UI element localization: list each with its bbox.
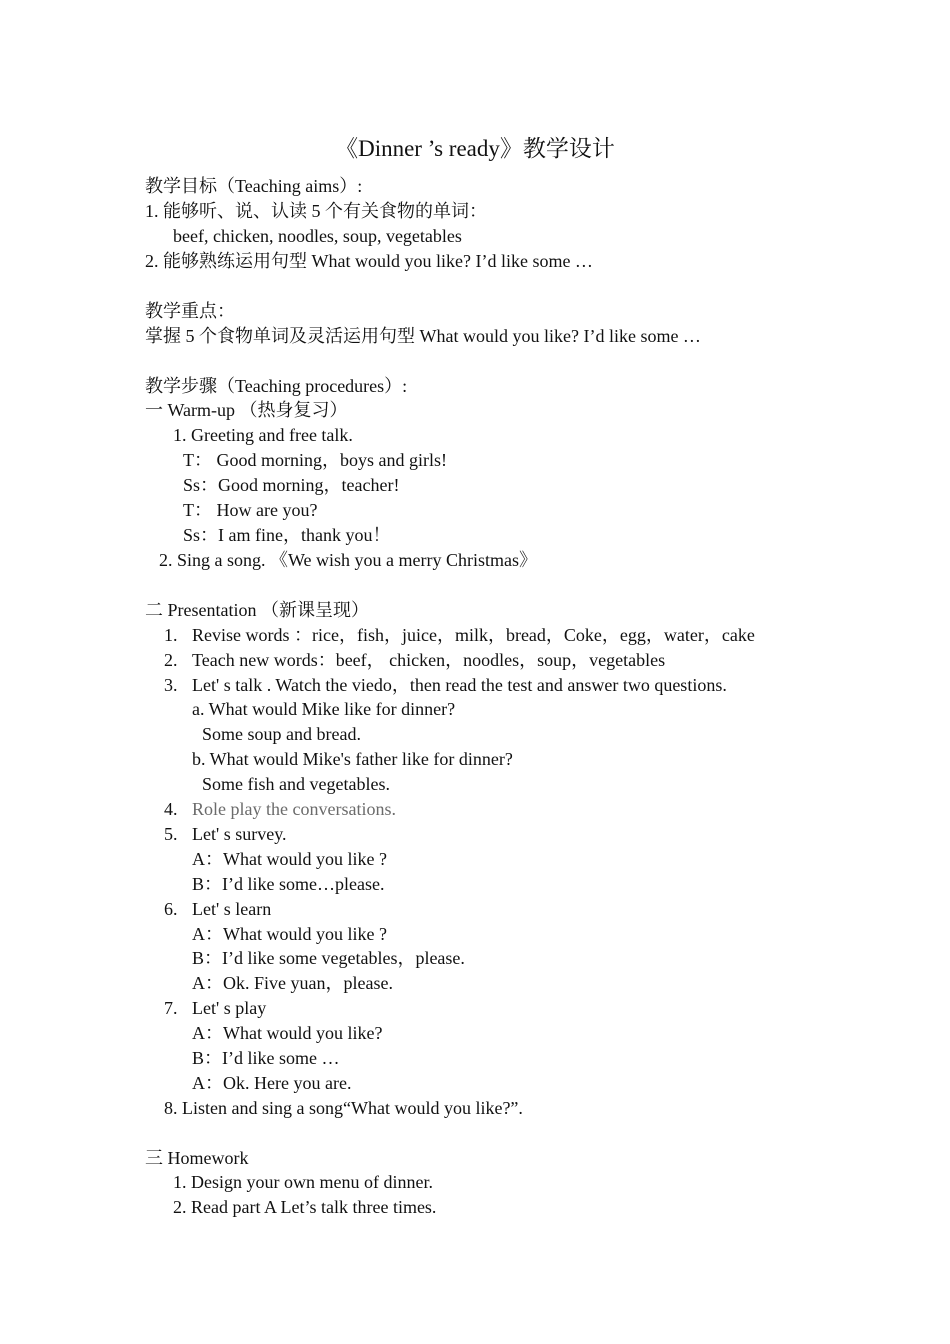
list-number: 2. [164,650,178,670]
aims-heading: 教学目标（Teaching aims）: [145,176,363,196]
list-item [164,673,727,698]
list-text: Teach new words：beef， chicken，noodles，soup，vegetables [192,650,666,670]
question-a: a. What would Mike like for dinner? [192,699,456,719]
list-item [164,648,665,673]
list-item [164,623,755,648]
list-number: 4. [164,799,178,819]
list-text: Revise words ：rice，fish，juice，milk，bread，Coke，egg，water，cake [192,625,755,645]
aims-item-2: 2. 能够熟练运用句型 What would you like? I’d like some … [145,251,593,271]
list-number: 6. [164,899,178,919]
dialogue-line: Ss：I am fine，thank you！ [183,525,391,545]
dialogue-line: B：I’d like some…please. [192,874,385,894]
presentation-heading: 二 Presentation （新课呈现） [145,600,369,620]
homework-heading: 三 Homework [145,1148,249,1168]
aims-words: beef, chicken, noodles, soup, vegetables [173,226,462,246]
dialogue-line: A：What would you like ? [192,924,387,944]
dialogue-line: T： Good morning，boys and girls! [183,450,447,470]
list-item [164,897,271,922]
list-item [164,822,287,847]
dialogue-line: A：What would you like ? [192,849,387,869]
homework-item-1: 1. Design your own menu of dinner. [173,1172,433,1192]
list-number: 3. [164,675,178,695]
dialogue-line: A：Ok. Five yuan，please. [192,973,393,993]
list-item [164,996,266,1021]
document-title: 《Dinner ’s ready》教学设计 [335,136,615,161]
homework-item-2: 2. Read part A Let’s talk three times. [173,1197,437,1217]
question-b: b. What would Mike's father like for dinner? [192,749,513,769]
answer-a: Some soup and bread. [202,724,361,744]
list-text: Let' s learn [192,899,272,919]
list-number: 1. [164,625,178,645]
dialogue-line: Ss：Good morning，teacher! [183,475,400,495]
list-text: Let' s play [192,998,267,1018]
dialogue-line: T： How are you? [183,500,318,520]
warmup-heading: 一 Warm-up （热身复习） [145,400,348,420]
list-number: 7. [164,998,178,1018]
list-item [164,797,396,822]
warmup-item-2: 2. Sing a song. 《We wish you a merry Christmas》 [159,550,538,570]
list-number: 5. [164,824,178,844]
aims-item-1: 1. 能够听、说、认读 5 个有关食物的单词： [145,201,487,221]
dialogue-line: B：I’d like some vegetables，please. [192,948,465,968]
answer-b: Some fish and vegetables. [202,774,390,794]
dialogue-line: A：Ok. Here you are. [192,1073,352,1093]
dialogue-line: B：I’d like some … [192,1048,340,1068]
focus-heading: 教学重点： [145,301,235,321]
warmup-item-1: 1. Greeting and free talk. [173,425,353,445]
list-item-8: 8. Listen and sing a song“What would you like?”. [164,1098,523,1118]
focus-text: 掌握 5 个食物单词及灵活运用句型 What would you like? I’d like some … [145,326,701,346]
dialogue-line: A：What would you like? [192,1023,383,1043]
list-text: Let' s survey. [192,824,287,844]
list-text: Role play the conversations. [192,799,396,819]
procedures-heading: 教学步骤（Teaching procedures）: [145,376,408,396]
list-text: Let' s talk . Watch the viedo，then read the test and answer two questions. [192,675,727,695]
